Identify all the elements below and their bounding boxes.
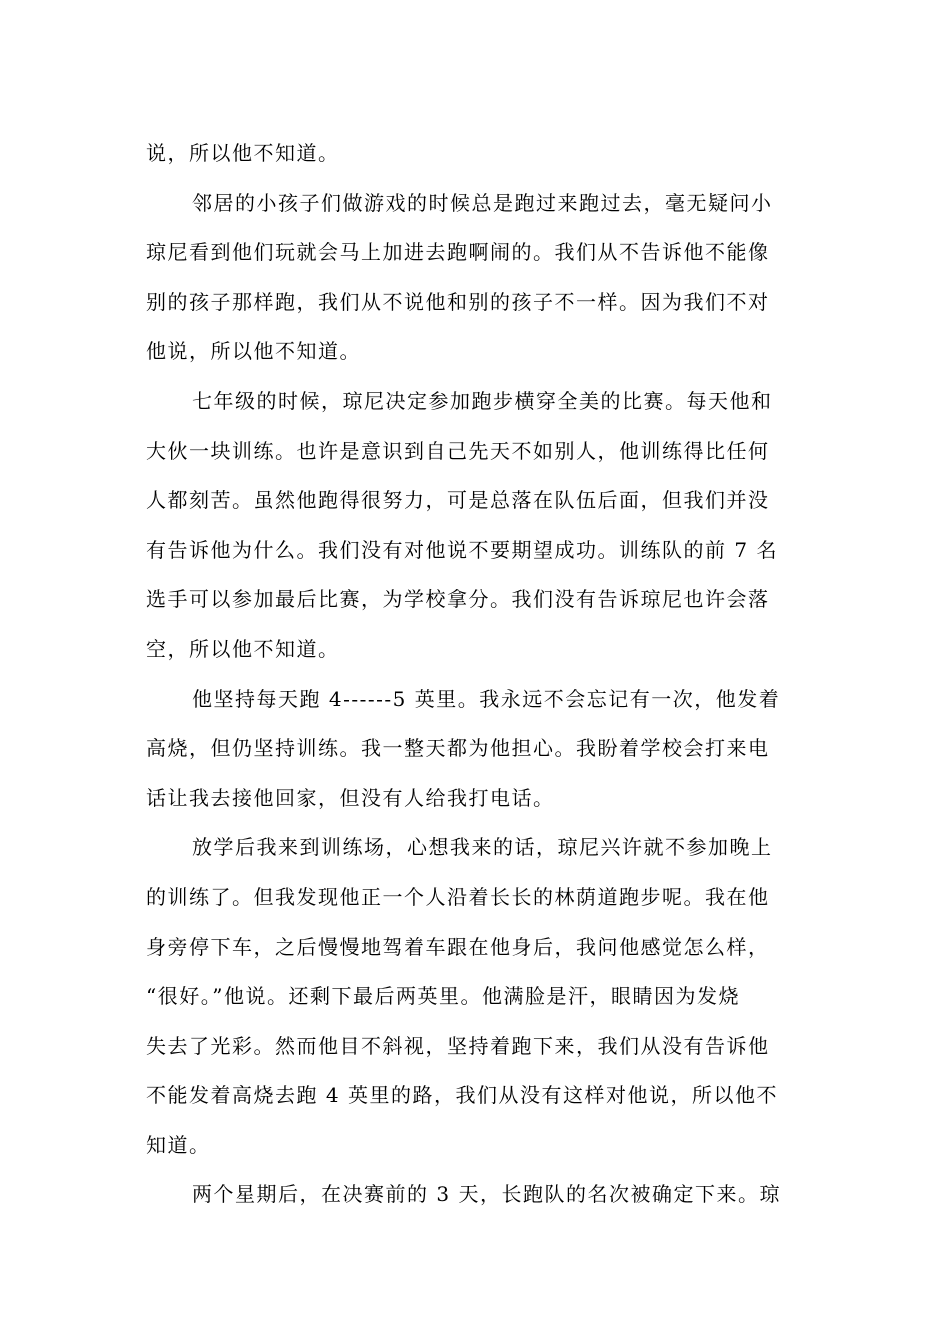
- text-line: 失去了光彩。然而他目不斜视，坚持着跑下来，我们从没有告诉他: [146, 1033, 770, 1058]
- text-line: 选手可以参加最后比赛，为学校拿分。我们没有告诉琼尼也许会落: [146, 587, 770, 612]
- text-line: 别的孩子那样跑，我们从不说他和别的孩子不一样。因为我们不对: [146, 289, 770, 314]
- text-line: 放学后我来到训练场，心想我来的话，琼尼兴许就不参加晚上: [192, 835, 773, 860]
- text-line: 的训练了。但我发现他正一个人沿着长长的林荫道跑步呢。我在他: [146, 884, 770, 909]
- text-line: 邻居的小孩子们做游戏的时候总是跑过来跑过去，毫无疑问小: [192, 190, 773, 215]
- text-line: 琼尼看到他们玩就会马上加进去跑啊闹的。我们从不告诉他不能像: [146, 240, 770, 265]
- text-line: 身旁停下车，之后慢慢地驾着车跟在他身后，我问他感觉怎么样，: [146, 934, 770, 959]
- text-line: 有告诉他为什么。我们没有对他说不要期望成功。训练队的前 7 名: [146, 537, 778, 562]
- text-line: 两个星期后，在决赛前的 3 天，长跑队的名次被确定下来。琼: [192, 1182, 781, 1207]
- text-line: 他坚持每天跑 4------5 英里。我永远不会忘记有一次，他发着: [192, 686, 781, 711]
- text-line: 高烧，但仍坚持训练。我一整天都为他担心。我盼着学校会打来电: [146, 736, 770, 761]
- text-line: 不能发着高烧去跑 4 英里的路，我们从没有这样对他说，所以他不: [146, 1083, 778, 1108]
- document-body-text: [146, 129, 812, 1220]
- text-line: 大伙一块训练。也许是意识到自己先天不如别人，他训练得比任何: [146, 438, 770, 463]
- text-line: 人都刻苦。虽然他跑得很努力，可是总落在队伍后面，但我们并没: [146, 488, 770, 513]
- text-line: 他说，所以他不知道。: [146, 339, 361, 364]
- text-line: 知道。: [146, 1132, 211, 1157]
- text-line: 说，所以他不知道。: [146, 141, 340, 165]
- text-line: “很好。”他说。还剩下最后两英里。他满脸是汗，眼睛因为发烧: [146, 984, 740, 1009]
- text-line: 空，所以他不知道。: [146, 636, 340, 661]
- text-line: 话让我去接他回家，但没有人给我打电话。: [146, 785, 555, 810]
- text-line: 七年级的时候，琼尼决定参加跑步横穿全美的比赛。每天他和: [192, 388, 773, 413]
